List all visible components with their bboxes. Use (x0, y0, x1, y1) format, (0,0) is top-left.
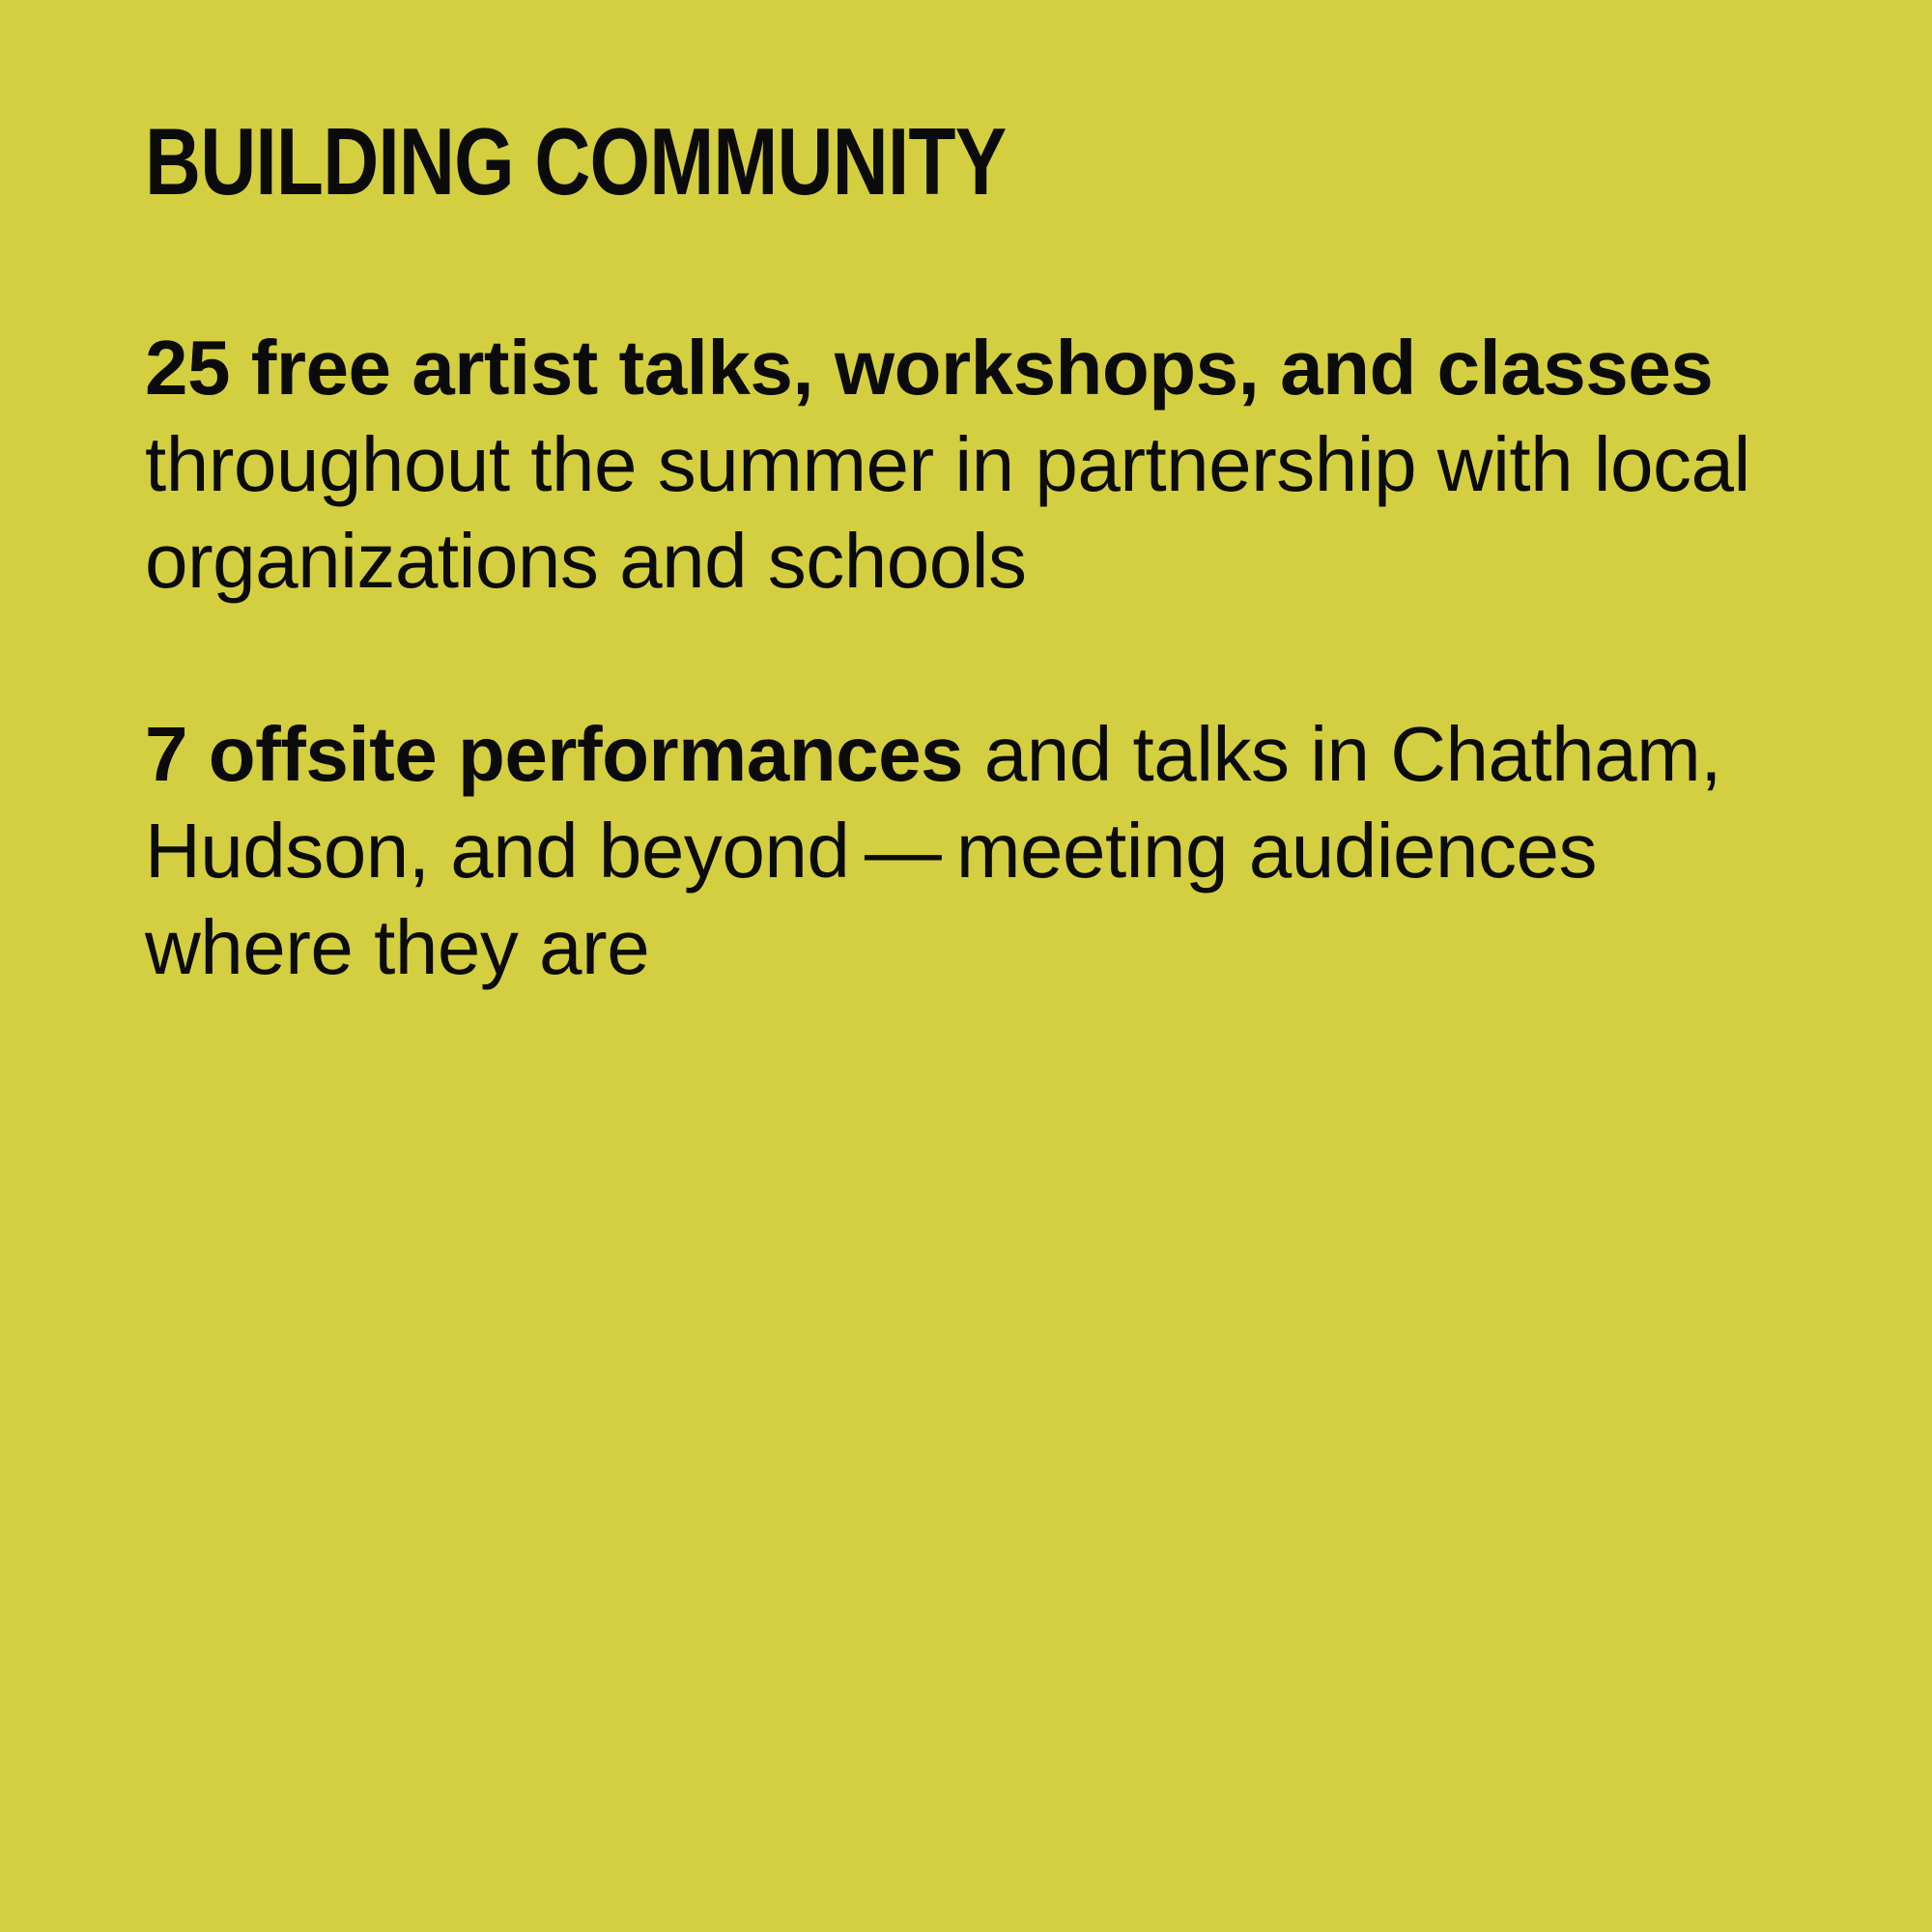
stat-description-performances: and talks in Chatham, Hudson, and beyond — meeting audiences where they are (145, 711, 1722, 990)
stat-highlight-talks: 25 free artist talks, workshops, and classes (145, 325, 1714, 411)
stat-paragraph-talks (145, 320, 1787, 610)
page-title: BUILDING COMMUNITY (145, 108, 1007, 214)
stat-paragraph-performances (145, 706, 1787, 996)
stat-description-talks: throughout the summer in partnership with local organizations and schools (145, 421, 1750, 604)
stat-highlight-performances: 7 offsite performances (145, 711, 964, 797)
